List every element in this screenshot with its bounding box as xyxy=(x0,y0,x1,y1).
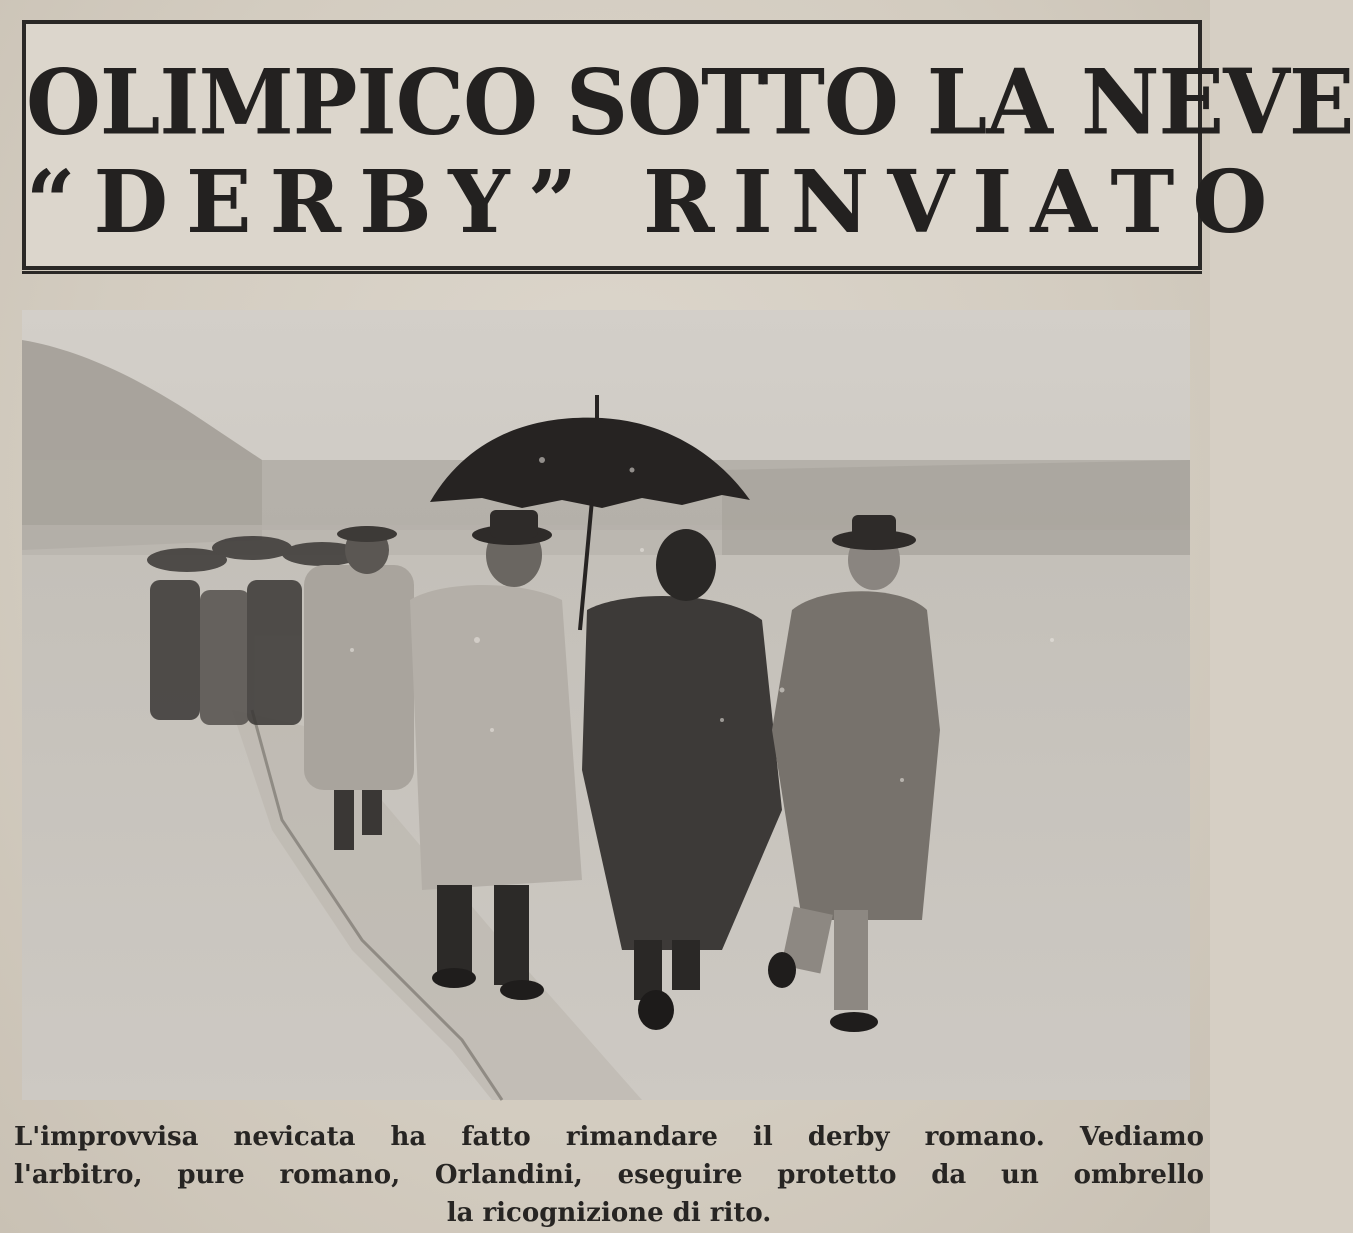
news-photo xyxy=(22,310,1190,1100)
caption-line-3: la ricognizione di rito. xyxy=(446,1198,772,1228)
snowy-stadium-photo xyxy=(22,310,1190,1100)
headline-line-2: “DERBY” RINVIATO xyxy=(26,152,1286,253)
caption-line-2: l'arbitro, pure romano, Orlandini, eseguire protetto da un ombrello xyxy=(14,1160,1204,1190)
headline-box xyxy=(22,20,1353,270)
headline-line-1: OLIMPICO SOTTO LA NEVE xyxy=(26,49,1353,156)
caption-line-1: L'improvvisa nevicata ha fatto rimandare il derby romano. Vediamo xyxy=(14,1122,1204,1152)
photo-caption xyxy=(14,1118,1204,1232)
